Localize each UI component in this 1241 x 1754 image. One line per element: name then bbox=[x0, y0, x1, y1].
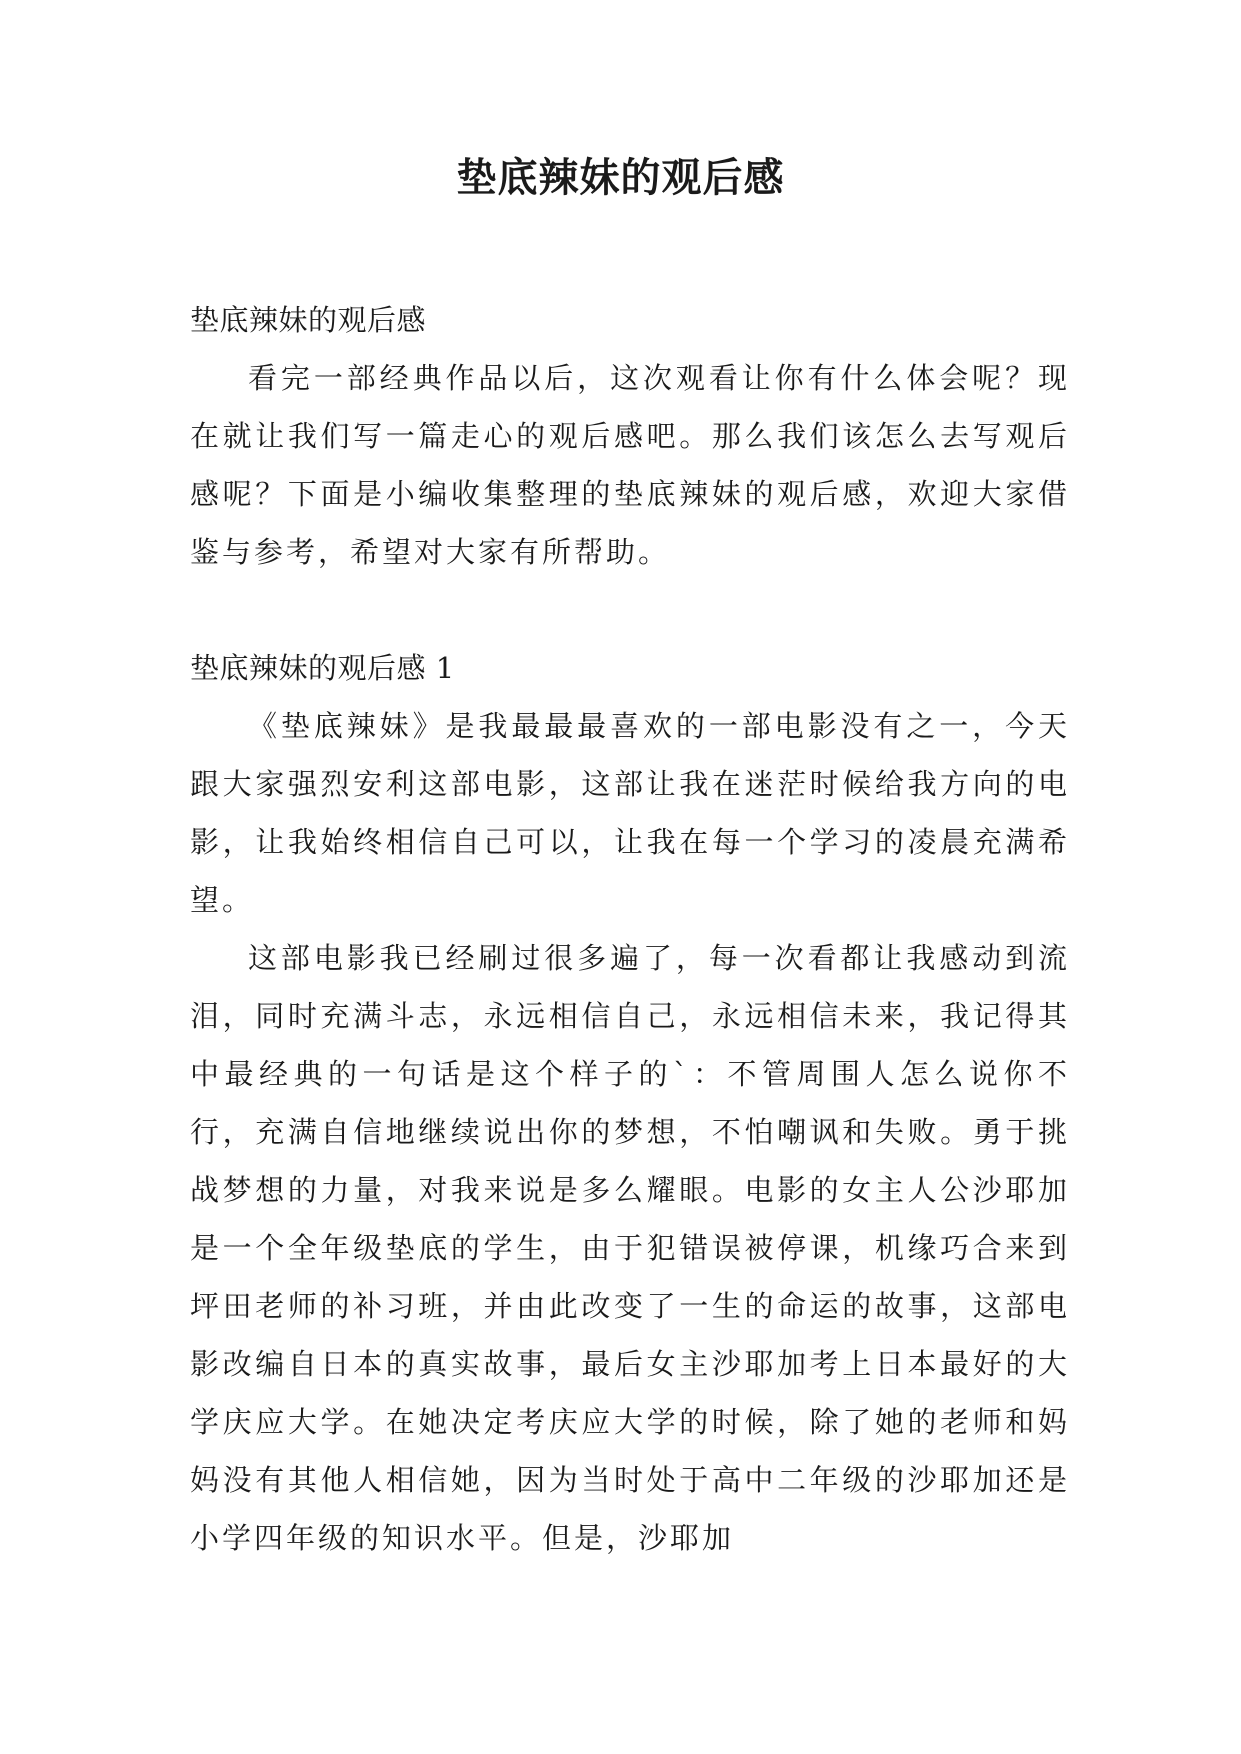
body-paragraph: 《垫底辣妹》是我最最最喜欢的一部电影没有之一，今天跟大家强烈安利这部电影，这部让我在迷茫时候给我方向的电影，让我始终相信自己可以，让我在每一个学习的凌晨充满希望。 bbox=[190, 709, 1070, 917]
intro-paragraph: 看完一部经典作品以后，这次观看让你有什么体会呢？现在就让我们写一篇走心的观后感吧。那么我们该怎么去写观后感呢？下面是小编收集整理的垫底辣妹的观后感，欢迎大家借鉴与参考，希望对大家有所帮助。 bbox=[190, 361, 1070, 569]
section-spacer bbox=[190, 581, 1070, 639]
document-title: 垫底辣妹的观后感 bbox=[456, 154, 785, 201]
body-paragraph: 这部电影我已经刷过很多遍了，每一次看都让我感动到流泪，同时充满斗志，永远相信自己，永远相信未来，我记得其中最经典的一句话是这个样子的`：不管周围人怎么说你不行，充满自信地继续说出你的梦想，不怕嘲讽和失败。勇于挑战梦想的力量，对我来说是多么耀眼。电影的女主人公沙耶加是一个全年级垫底的学生，由于犯错误被停课，机缘巧合来到坪田老师的补习班，并由此改变了一生的命运的故事，这部电影改编自日本的真实故事，最后女主沙耶加考上日本最好的大学庆应大学。在她决定考庆应大学的时候，除了她的老师和妈妈没有其他人相信她，因为当时处于高中二年级的沙耶加还是小学四年级的知识水平。但是，沙耶加 bbox=[190, 941, 1070, 1555]
section-heading: 垫底辣妹的观后感 1 bbox=[190, 651, 455, 685]
document-body bbox=[190, 291, 1070, 1567]
intro-heading: 垫底辣妹的观后感 bbox=[190, 303, 427, 337]
